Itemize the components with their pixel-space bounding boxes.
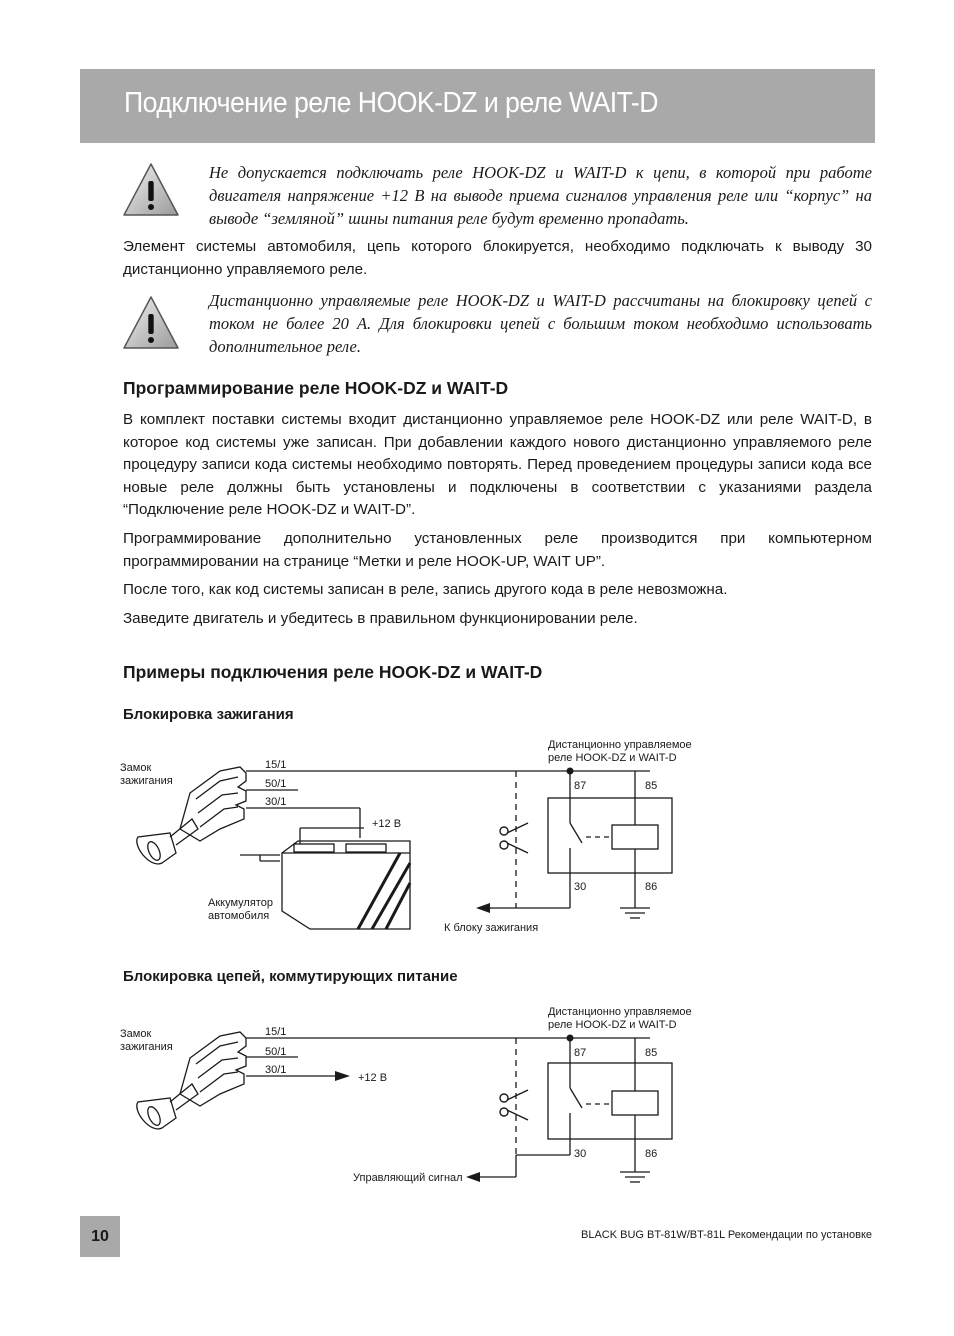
page-header [80, 69, 875, 143]
wire-label-30: 30/1 [265, 1064, 287, 1076]
pin-30-label: 30 [574, 881, 587, 893]
programming-heading: Программирование реле HOOK-DZ и WAIT-D [123, 378, 509, 398]
programming-paragraph-2: Программирование дополнительно установленных реле производится при компьютерном программировании на странице “Метки и реле HOOK-UP, WAIT UP”. [123, 530, 872, 570]
wire-label-30: 30/1 [265, 796, 287, 808]
scissors-icon [500, 823, 528, 853]
footer-text: BLACK BUG BT-81W/BT-81L Рекомендации по установке [580, 1229, 872, 1241]
relay-label-2: реле HOOK-DZ и WAIT-D [548, 752, 677, 764]
plus12-label: +12 В [372, 818, 402, 830]
ignition-wiring-diagram [110, 733, 710, 943]
relay-label-1: Дистанционно управляемое [548, 739, 692, 751]
battery-label-1: Аккумулятор [208, 897, 273, 909]
wire-label-15: 15/1 [265, 1026, 287, 1038]
lock-label-1: Замок [120, 1028, 152, 1040]
programming-paragraph-4: Заведите двигатель и убедитесь в правильном функционировании реле. [123, 610, 638, 627]
pin-87-label: 87 [574, 780, 587, 792]
programming-paragraph-3: После того, как код системы записан в реле, запись другого кода в реле невозможна. [123, 581, 728, 598]
lock-label-1: Замок [120, 762, 152, 774]
battery-label-2: автомобиля [208, 910, 270, 922]
relay-label-1: Дистанционно управляемое [548, 1006, 692, 1018]
lock-label-2: зажигания [120, 1041, 173, 1053]
pin-30-label: 30 [574, 1148, 587, 1160]
pin-87-label: 87 [574, 1047, 587, 1059]
warning-icon [121, 294, 181, 352]
power-wiring-diagram [110, 1000, 710, 1200]
ignition-heading: Блокировка зажигания [123, 706, 294, 723]
pin-86-label: 86 [645, 1148, 658, 1160]
output-label: К блоку зажигания [444, 922, 539, 934]
page-number: 10 [80, 1216, 120, 1257]
warning-text-2: Дистанционно управляемые реле HOOK-DZ и WAIT-D рассчитаны на блокировку цепей с током не более 20 А. Для блокировки цепей с большим током необходимо использовать дополнительное реле. [209, 291, 872, 356]
page-title: Подключение реле HOOK-DZ и реле WAIT-D [124, 87, 658, 119]
programming-paragraph-1: В комплект поставки системы входит дистанционно управляемое реле HOOK-DZ или реле WAIT-D, в которое код системы уже записан. При добавлении каждого нового дистанционно управляемого реле процедуру записи кода системы необходимо повторять. Перед проведением процедуры записи кода все новые реле должны быть установлены и подключены в соответствии с указаниями раздела “Подключение реле HOOK-DZ и WAIT-D”. [123, 411, 872, 518]
intro-paragraph: Элемент системы автомобиля, цепь которого блокируется, необходимо подключать к выводу 30 дистанционно управляемого реле. [123, 238, 872, 278]
pin-85-label: 85 [645, 1047, 658, 1059]
lock-label-2: зажигания [120, 775, 173, 787]
wire-label-50: 50/1 [265, 778, 287, 790]
power-heading: Блокировка цепей, коммутирующих питание [123, 968, 458, 985]
relay-label-2: реле HOOK-DZ и WAIT-D [548, 1019, 677, 1031]
warning-text-1: Не допускается подключать реле HOOK-DZ и WAIT-D к цепи, в которой при работе двигателя напряжение +12 В на выводе приема сигналов управления реле или “корпус” на выводе “земляной” шины питания реле будут временно пропадать. [209, 163, 872, 228]
output-label: Управляющий сигнал [353, 1172, 463, 1184]
pin-85-label: 85 [645, 780, 658, 792]
wire-label-15: 15/1 [265, 759, 287, 771]
scissors-icon [500, 1090, 528, 1120]
examples-heading: Примеры подключения реле HOOK-DZ и WAIT-D [123, 662, 543, 682]
wire-label-50: 50/1 [265, 1046, 287, 1058]
pin-86-label: 86 [645, 881, 658, 893]
warning-icon [121, 161, 181, 219]
plus12-label: +12 В [358, 1072, 388, 1084]
